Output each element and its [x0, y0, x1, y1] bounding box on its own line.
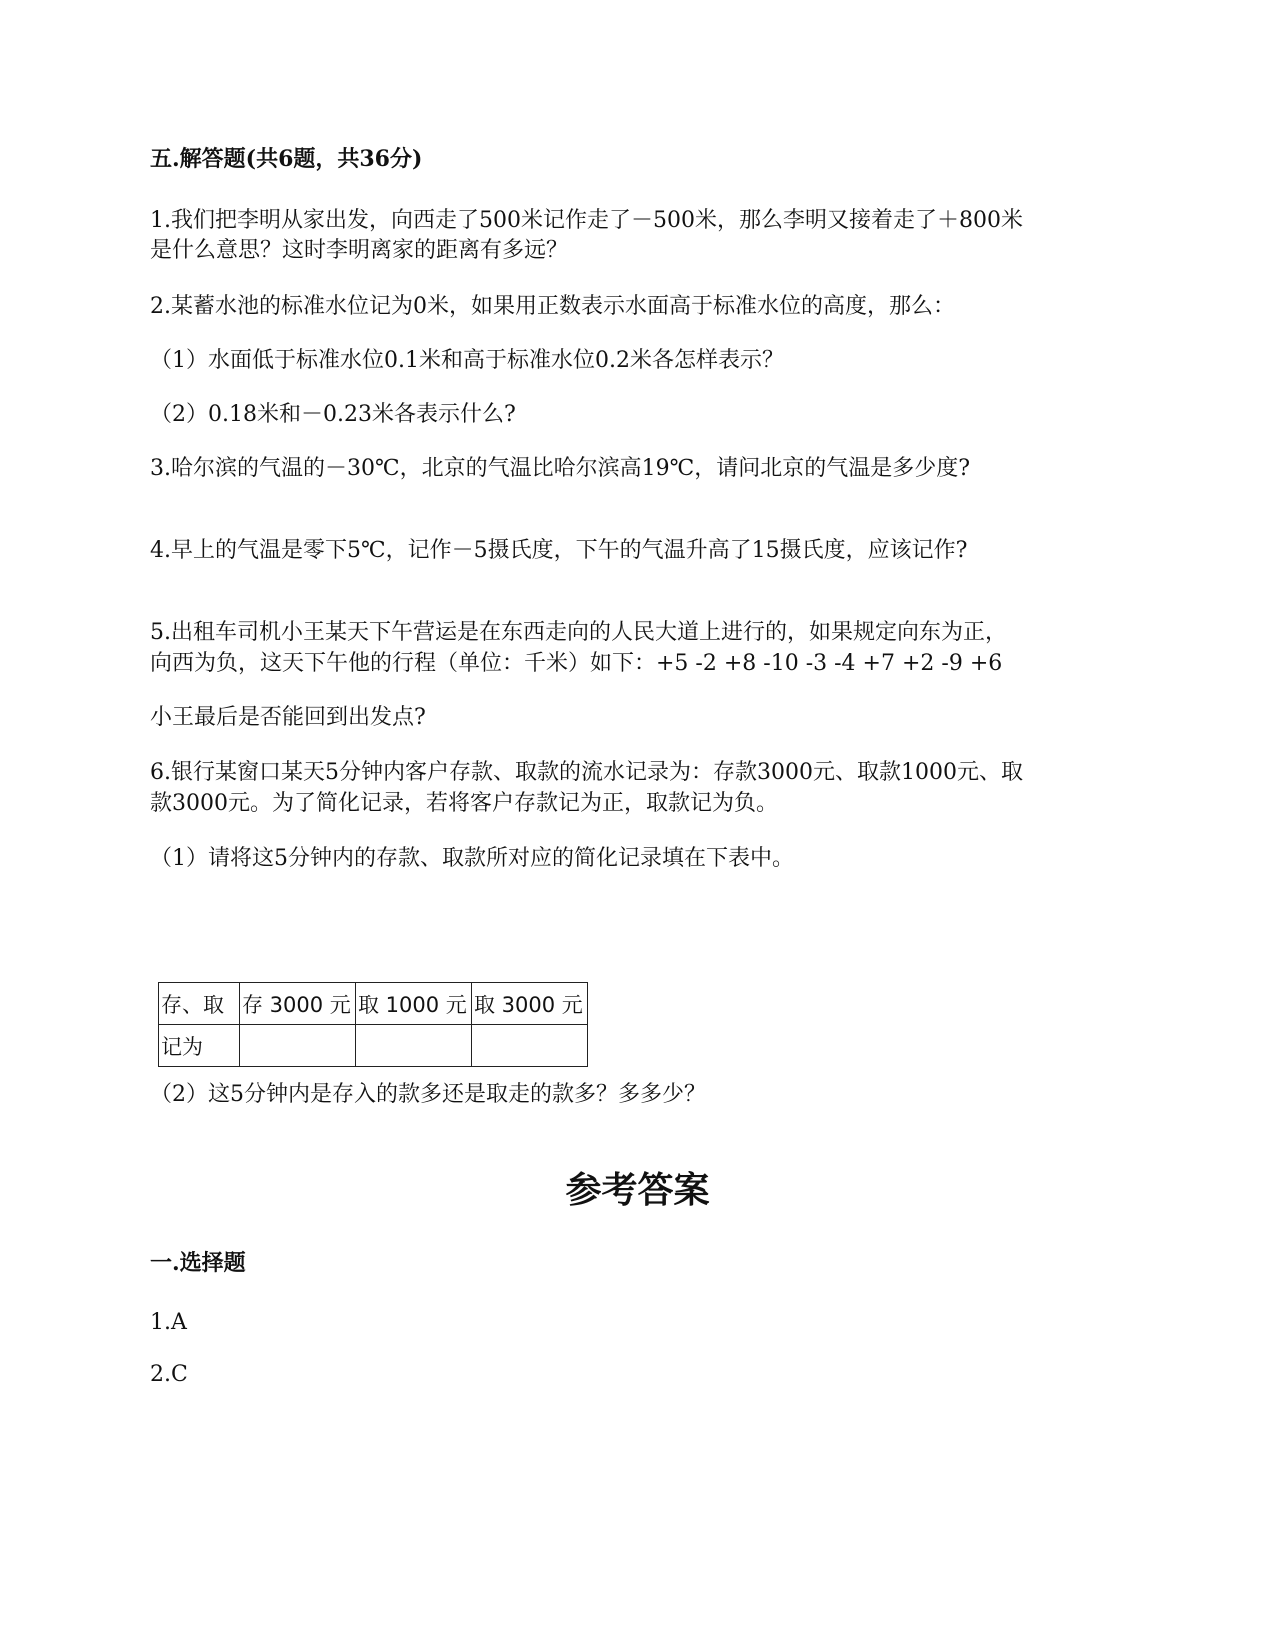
answers-title: 参考答案: [565, 1169, 710, 1211]
deposit-withdrawal-table: [158, 982, 588, 1067]
table-cell: 取 1000 元: [356, 983, 472, 1025]
question-2: 2.某蓄水池的标准水位记为0米，如果用正数表示水面高于标准水位的高度，那么：: [150, 294, 955, 319]
question-6-part-1: （1）请将这5分钟内的存款、取款所对应的简化记录填在下表中。: [150, 846, 794, 871]
table-cell: 存 3000 元: [240, 983, 356, 1025]
table-row: [159, 983, 588, 1025]
question-1-line-1: 1.我们把李明从家出发，向西走了500米记作走了－500米，那么李明又接着走了＋800米: [150, 208, 1023, 233]
question-5-line-3: 小王最后是否能回到出发点?: [150, 705, 426, 730]
question-3: 3.哈尔滨的气温的－30℃，北京的气温比哈尔滨高19℃，请问北京的气温是多少度?: [150, 456, 970, 481]
question-5-line-2: 向西为负，这天下午他的行程（单位：千米）如下：+5 -2 +8 -10 -3 -4 +7 +2 -9 +6: [150, 651, 1003, 676]
question-2-part-2: （2）0.18米和－0.23米各表示什么?: [150, 402, 516, 427]
question-1-line-2: 是什么意思？这时李明离家的距离有多远？: [150, 238, 569, 263]
question-5-line-1: 5.出租车司机小王某天下午营运是在东西走向的人民大道上进行的，如果规定向东为正，: [150, 620, 1007, 645]
table-cell: [356, 1025, 472, 1067]
section-title: 五.解答题(共6题，共36分): [150, 146, 423, 172]
table-cell: 记为: [159, 1025, 240, 1067]
question-6-line-1: 6.银行某窗口某天5分钟内客户存款、取款的流水记录为：存款3000元、取款1000元、取: [150, 760, 1023, 785]
table-cell: [472, 1025, 588, 1067]
question-6-part-2: （2）这5分钟内是存入的款多还是取走的款多？多多少？: [150, 1082, 706, 1107]
question-2-part-1: （1）水面低于标准水位0.1米和高于标准水位0.2米各怎样表示？: [150, 348, 784, 373]
table-cell: 取 3000 元: [472, 983, 588, 1025]
table-cell: 存、取: [159, 983, 240, 1025]
question-6-line-2: 款3000元。为了简化记录，若将客户存款记为正，取款记为负。: [150, 791, 778, 816]
table-cell: [240, 1025, 356, 1067]
answers-section-title: 一.选择题: [150, 1250, 246, 1276]
table-row: [159, 1025, 588, 1067]
answer-item: 1.A: [150, 1310, 187, 1335]
answer-item: 2.C: [150, 1362, 188, 1387]
question-4: 4.早上的气温是零下5℃，记作－5摄氏度，下午的气温升高了15摄氏度，应该记作?: [150, 538, 968, 563]
